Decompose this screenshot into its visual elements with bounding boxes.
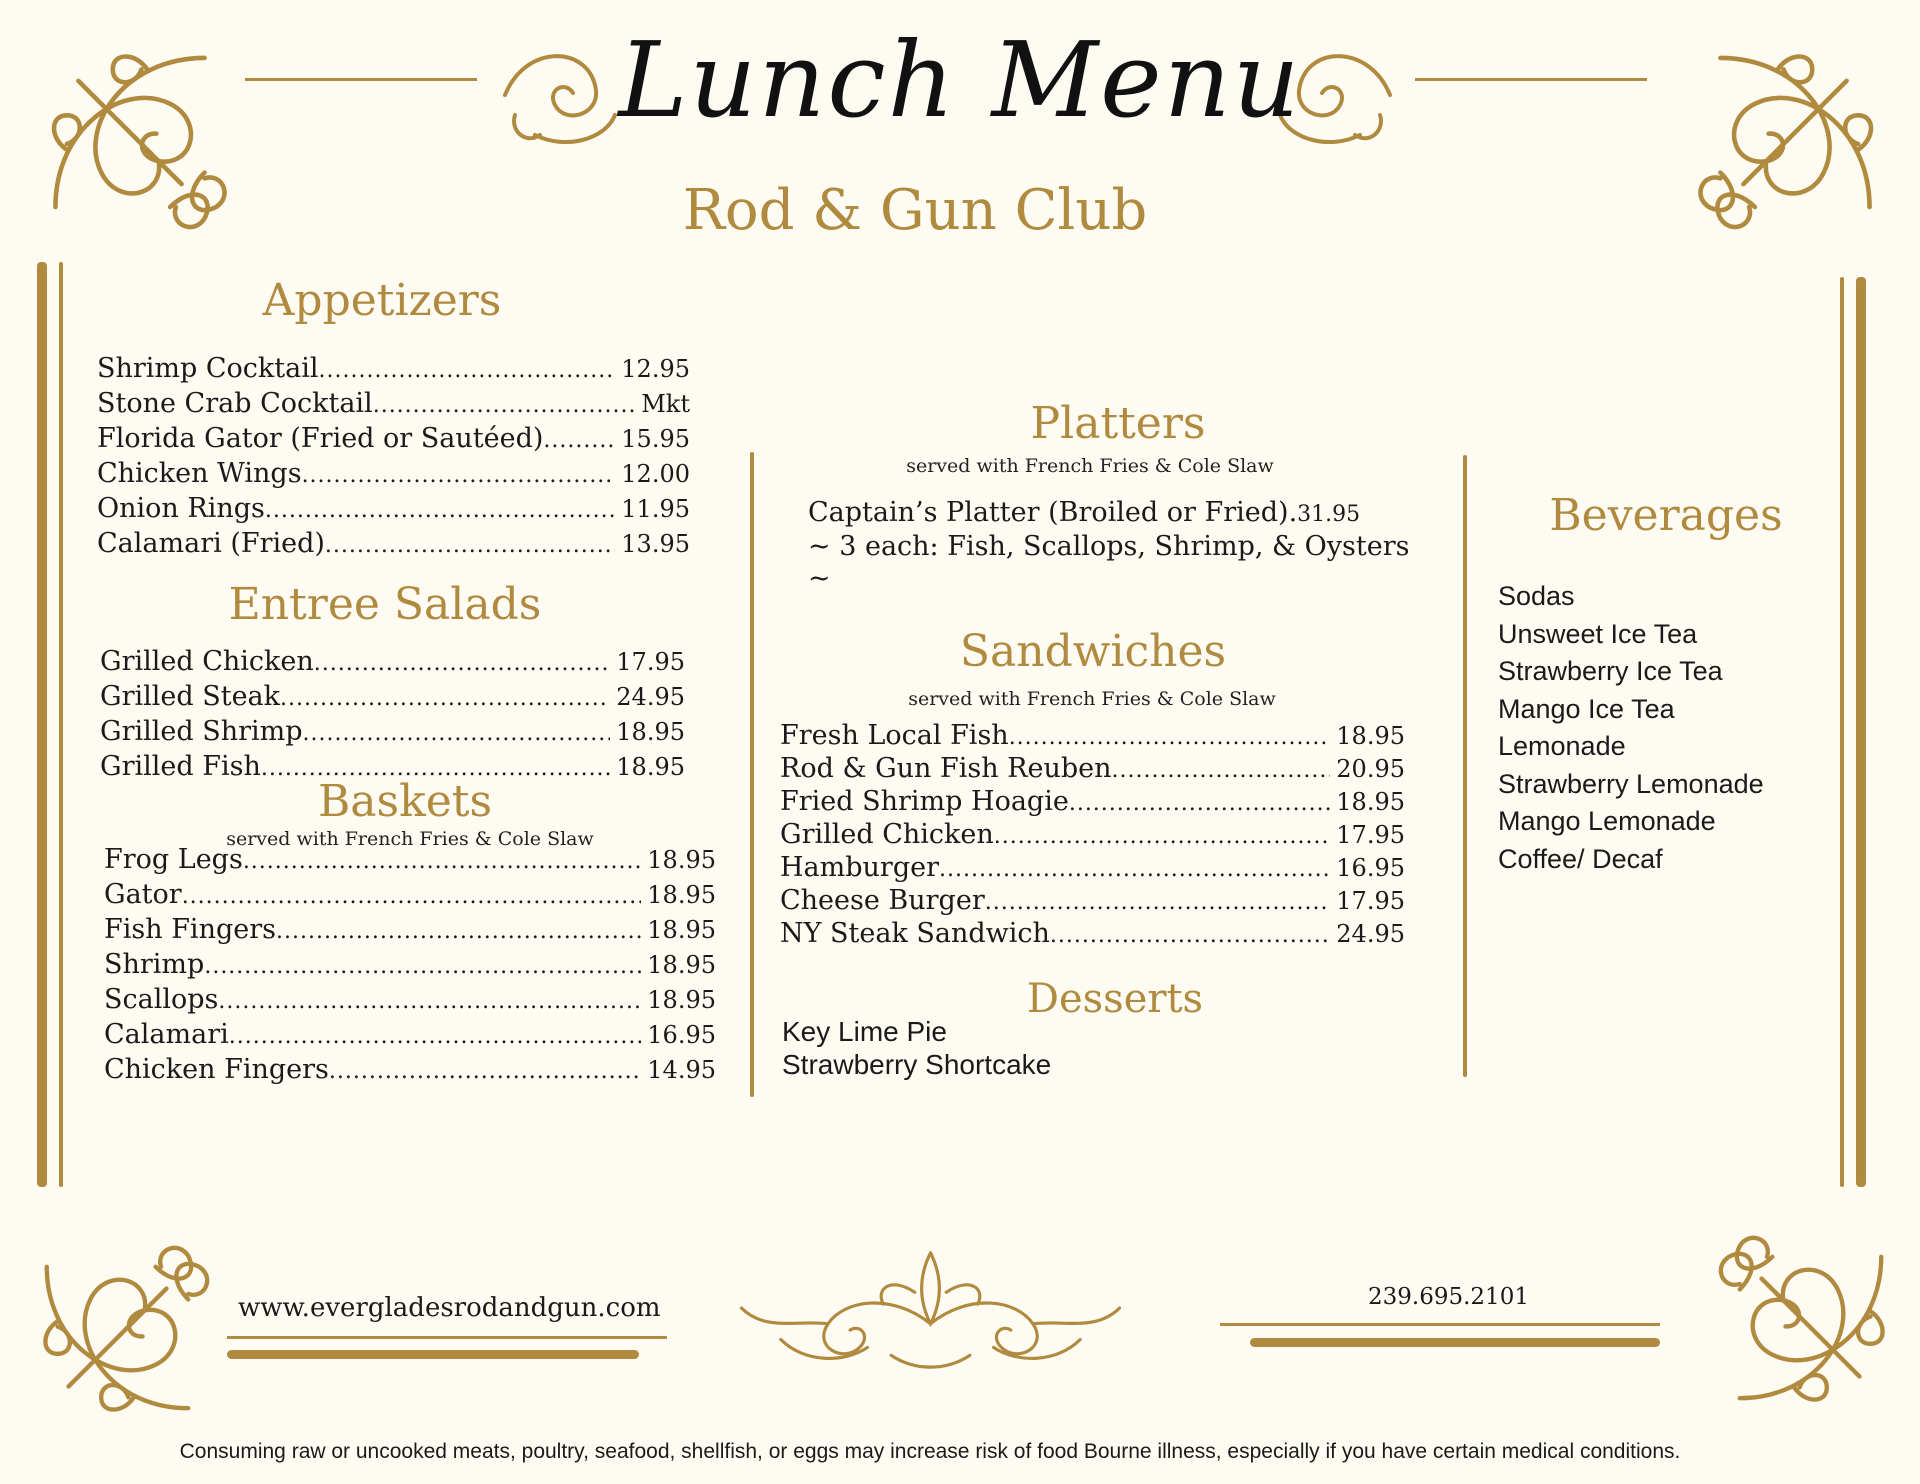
- menu-item: Shrimp Cocktail ..... 12.95: [97, 352, 690, 387]
- platter-detail-end: ~: [808, 563, 831, 594]
- beverage-item: Coffee/ Decaf: [1498, 843, 1663, 874]
- appetizers-heading: Appetizers: [262, 275, 502, 326]
- menu-item: Chicken Fingers ..... 14.95: [104, 1053, 716, 1088]
- menu-item: Frog Legs ..... 18.95: [104, 843, 716, 878]
- menu-item: Chicken Wings ..... 12.00: [97, 457, 690, 492]
- menu-item: Calamari (Fried) ..... 13.95: [97, 527, 690, 562]
- beverage-item: Lemonade: [1498, 731, 1626, 761]
- dessert-item: Strawberry Shortcake: [782, 1049, 1052, 1080]
- platters-heading: Platters: [1030, 398, 1206, 449]
- frame-bar-right-inner: [1840, 277, 1844, 1187]
- menu-item: Stone Crab Cocktail ..... Mkt: [97, 387, 690, 422]
- beverage-item: Unsweet Ice Tea: [1498, 618, 1698, 649]
- menu-item: Fish Fingers ..... 18.95: [104, 913, 716, 948]
- baskets-heading: Baskets: [317, 776, 493, 827]
- footer-rule-right-thick: [1250, 1338, 1660, 1347]
- baskets-note: served with French Fries & Cole Slaw: [226, 828, 594, 850]
- beverage-item: Strawberry Ice Tea: [1498, 656, 1723, 686]
- beverage-item: Sodas: [1498, 581, 1575, 611]
- menu-item: Grilled Steak ..... 24.95: [100, 680, 685, 715]
- restaurant-name: Rod & Gun Club: [682, 178, 1148, 243]
- menu-item: Fresh Local Fish ..... 18.95: [780, 720, 1405, 753]
- beverages-list: [1498, 578, 1764, 878]
- food-safety-disclaimer: Consuming raw or uncooked meats, poultry, seafood, shellfish, or eggs may increase risk of food Bourne illness, especially if you have certain medical conditions.: [179, 1440, 1681, 1463]
- menu-item: Shrimp ..... 18.95: [104, 948, 716, 983]
- frame-bar-right-outer: [1856, 277, 1866, 1187]
- menu-item: NY Steak Sandwich ..... 24.95: [780, 918, 1405, 951]
- sandwiches-note: served with French Fries & Cole Slaw: [908, 688, 1276, 710]
- menu-item: Fried Shrimp Hoagie ..... 18.95: [780, 786, 1405, 819]
- platter-item: [808, 497, 1410, 595]
- footer-rule-left-thin: [227, 1336, 667, 1339]
- menu-item: Grilled Chicken ..... 17.95: [100, 645, 685, 680]
- dessert-item: Key Lime Pie: [782, 1016, 947, 1047]
- footer-centerpiece-icon: [688, 1245, 1173, 1375]
- desserts-list: [782, 1015, 1051, 1081]
- sandwiches-list: [780, 720, 1405, 951]
- menu-item: Florida Gator (Fried or Sautéed) ..... 15.95: [97, 422, 690, 457]
- menu-item: Onion Rings ..... 11.95: [97, 492, 690, 527]
- corner-ornament-bottom-left-icon: [25, 1245, 210, 1430]
- frame-bar-left-outer: [37, 262, 47, 1187]
- baskets-list: [104, 843, 716, 1088]
- menu-item: Grilled Fish ..... 18.95: [100, 750, 685, 785]
- beverage-item: Strawberry Lemonade: [1498, 768, 1764, 799]
- menu-item: Grilled Shrimp ..... 18.95: [100, 715, 685, 750]
- corner-ornament-bottom-right-icon: [1718, 1235, 1903, 1420]
- desserts-heading: Desserts: [1026, 976, 1204, 1022]
- beverages-heading: Beverages: [1549, 490, 1783, 541]
- platters-note: served with French Fries & Cole Slaw: [906, 455, 1274, 477]
- menu-item: Rod & Gun Fish Reuben ..... 20.95: [780, 753, 1405, 786]
- entree-salads-list: [100, 645, 685, 785]
- menu-item: Grilled Chicken ..... 17.95: [780, 819, 1405, 852]
- menu-item: Gator ..... 18.95: [104, 878, 716, 913]
- phone-number[interactable]: 239.695.2101: [1368, 1284, 1529, 1310]
- platter-name: Captain’s Platter (Broiled or Fried).: [808, 497, 1298, 528]
- column-divider-left: [750, 452, 754, 1097]
- menu-item: Cheese Burger ..... 17.95: [780, 885, 1405, 918]
- platter-price: 31.95: [1297, 502, 1361, 527]
- beverage-item: Mango Lemonade: [1498, 806, 1716, 836]
- menu-item: Calamari ..... 16.95: [104, 1018, 716, 1053]
- sandwiches-heading: Sandwiches: [959, 626, 1227, 677]
- entree-salads-heading: Entree Salads: [228, 579, 542, 630]
- menu-item: Hamburger ..... 16.95: [780, 852, 1405, 885]
- beverage-item: Mango Ice Tea: [1498, 693, 1675, 724]
- column-divider-right: [1463, 455, 1467, 1077]
- platter-detail: ~ 3 each: Fish, Scallops, Shrimp, & Oysters: [808, 531, 1410, 562]
- appetizers-list: [97, 352, 690, 562]
- menu-item: Scallops ..... 18.95: [104, 983, 716, 1018]
- menu-title: Lunch Menu: [618, 19, 1302, 141]
- footer-rule-right-thin: [1220, 1323, 1660, 1326]
- frame-bar-left-inner: [59, 262, 63, 1187]
- footer-rule-left-thick: [227, 1350, 639, 1359]
- website-link[interactable]: www.evergladesrodandgun.com: [238, 1293, 661, 1323]
